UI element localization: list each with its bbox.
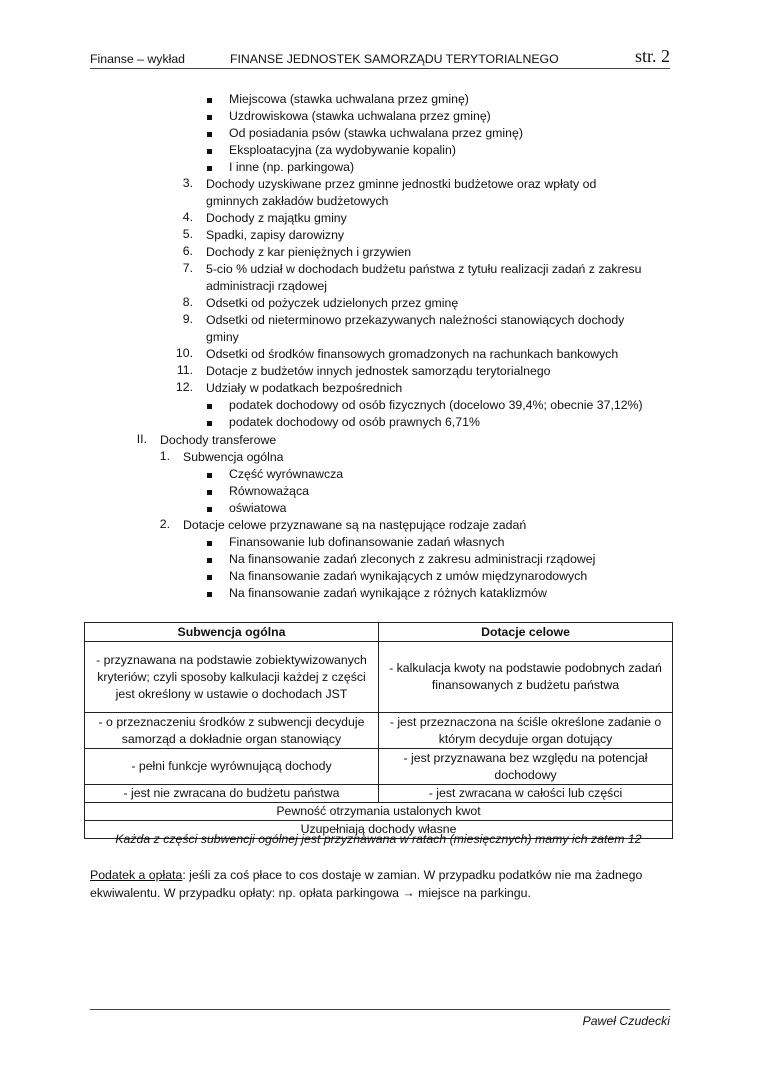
bullet-icon [207,115,212,120]
section-number: II. [136,432,147,446]
list-item: Część wyrównawcza [229,467,344,481]
bullet-icon [207,132,212,137]
bullet-icon [207,507,212,512]
table-cell: - jest nie zwracana do budżetu państwa [85,785,379,803]
page-header [90,46,670,69]
list-number: 11. [176,363,193,377]
note-text: : jeśli za coś płace to cos dostaje w zamian. W przypadku podatków nie ma żadnego ekwiwalentu. W przypadku opłaty: np. opłata parkingowa → miejsce na parkingu. [90,868,643,900]
table-row-shared [85,803,673,821]
course-name: Finanse – wykład [90,52,186,66]
list-number: 5. [182,227,193,241]
list-item: Na finansowanie zadań wynikających z umów międzynarodowych [229,569,588,583]
table-cell: Uzupełniają dochody własne [85,821,673,839]
list-item: Równoważąca [229,484,309,498]
list-item: Od posiadania psów (stawka uchwalana przez gminę) [229,126,523,140]
table-cell: - przyznawana na podstawie zobiektywizowanych kryteriów; czyli sposoby kalkulacji każdej z części jest określony w ustawie o dochodach JST [85,642,379,713]
list-item: Dotacje celowe przyznawane są na następujące rodzaje zadań [183,518,527,532]
list-number: 4. [182,210,193,224]
list-item: Finansowanie lub dofinansowanie zadań własnych [229,535,505,549]
list-number: 1. [159,449,170,463]
table-cell: - jest przyznawana bez względu na potencjał dochodowy [379,749,673,785]
document-title: FINANSE JEDNOSTEK SAMORZĄDU TERYTORIALNEGO [230,52,559,66]
list-item: I inne (np. parkingowa) [229,160,355,174]
list-item: Odsetki od środków finansowych gromadzonych na rachunkach bankowych [206,347,619,361]
table-cell: - kalkulacja kwoty na podstawie podobnych zadań finansowanych z budżetu państwa [379,642,673,713]
list-item: Odsetki od nieterminowo przekazywanych należności stanowiących dochody [206,313,625,327]
table-row [85,642,673,713]
table-header-row [85,623,673,642]
bullet-icon [207,149,212,154]
table-cell: - jest przeznaczona na ściśle określone zadanie o którym decyduje organ dotujący [379,713,673,749]
table-row [85,713,673,749]
list-item: Dochody uzyskiwane przez gminne jednostki budżetowe oraz wpłaty od [206,177,597,191]
bullet-icon [207,558,212,563]
list-item: Odsetki od pożyczek udzielonych przez gminę [206,296,459,310]
page-number: str. 2 [634,46,670,66]
comparison-table [84,622,673,839]
column-header: Dotacje celowe [379,623,673,642]
list-item-cont: gminy [206,330,239,344]
list-item: Na finansowanie zadań wynikające z różnych kataklizmów [229,586,547,600]
table-cell: - o przeznaczeniu środków z subwencji decyduje samorząd a dokładnie organ stanowiący [85,713,379,749]
list-item: podatek dochodowy od osób prawnych 6,71% [229,415,480,429]
list-number: 2. [159,517,170,531]
list-item: Udziały w podatkach bezpośrednich [206,381,403,395]
table-row [85,749,673,785]
list-number: 7. [182,261,193,275]
table-row [85,785,673,803]
list-number: 12. [175,380,193,394]
list-item: oświatowa [229,501,287,515]
list-item: podatek dochodowy od osób fizycznych (docelowo 39,4%; obecnie 37,12%) [229,398,643,412]
bullet-icon [207,98,212,103]
list-item: Miejscowa (stawka uchwalana przez gminę) [229,92,469,106]
bullet-icon [207,575,212,580]
list-number: 10. [175,346,193,360]
list-item-cont: administracji rządowej [206,279,327,293]
column-header: Subwencja ogólna [85,623,379,642]
list-item: Uzdrowiskowa (stawka uchwalana przez gminę) [229,109,491,123]
bullet-icon [207,404,212,409]
bullet-icon [207,473,212,478]
note-term: Podatek a opłata [90,868,183,882]
bullet-icon [207,592,212,597]
bullet-icon [207,541,212,546]
footer-divider [90,1009,670,1010]
list-item: Eksploatacyjna (za wydobywanie kopalin) [229,143,456,157]
author-name: Paweł Czudecki [582,1014,670,1028]
list-number: 9. [182,312,193,326]
bullet-icon [207,421,212,426]
list-number: 8. [182,295,193,309]
table-cell: Pewność otrzymania ustalonych kwot [85,803,673,821]
list-item: Dochody z majątku gminy [206,211,347,225]
section-title: Dochody transferowe [160,433,277,447]
list-item: Subwencja ogólna [183,450,284,464]
list-item: 5-cio % udział w dochodach budżetu państwa z tytułu realizacji zadań z zakresu [206,262,642,276]
bullet-icon [207,490,212,495]
list-item-cont: gminnych zakładów budżetowych [206,194,389,208]
list-number: 6. [182,244,193,258]
note-paragraph [90,866,680,902]
table-caption: Każda z części subwencji ogólnej jest przyznawana w ratach (miesięcznych) mamy ich zatem 12 [115,832,642,846]
list-item: Dotacje z budżetów innych jednostek samorządu terytorialnego [206,364,551,378]
table-cell: - pełni funkcje wyrównującą dochody [85,749,379,785]
list-number: 3. [182,176,193,190]
list-item: Spadki, zapisy darowizny [206,228,345,242]
list-item: Dochody z kar pieniężnych i grzywien [206,245,412,259]
table-cell: - jest zwracana w całości lub części [379,785,673,803]
bullet-icon [207,166,212,171]
list-item: Na finansowanie zadań zleconych z zakresu administracji rządowej [229,552,596,566]
